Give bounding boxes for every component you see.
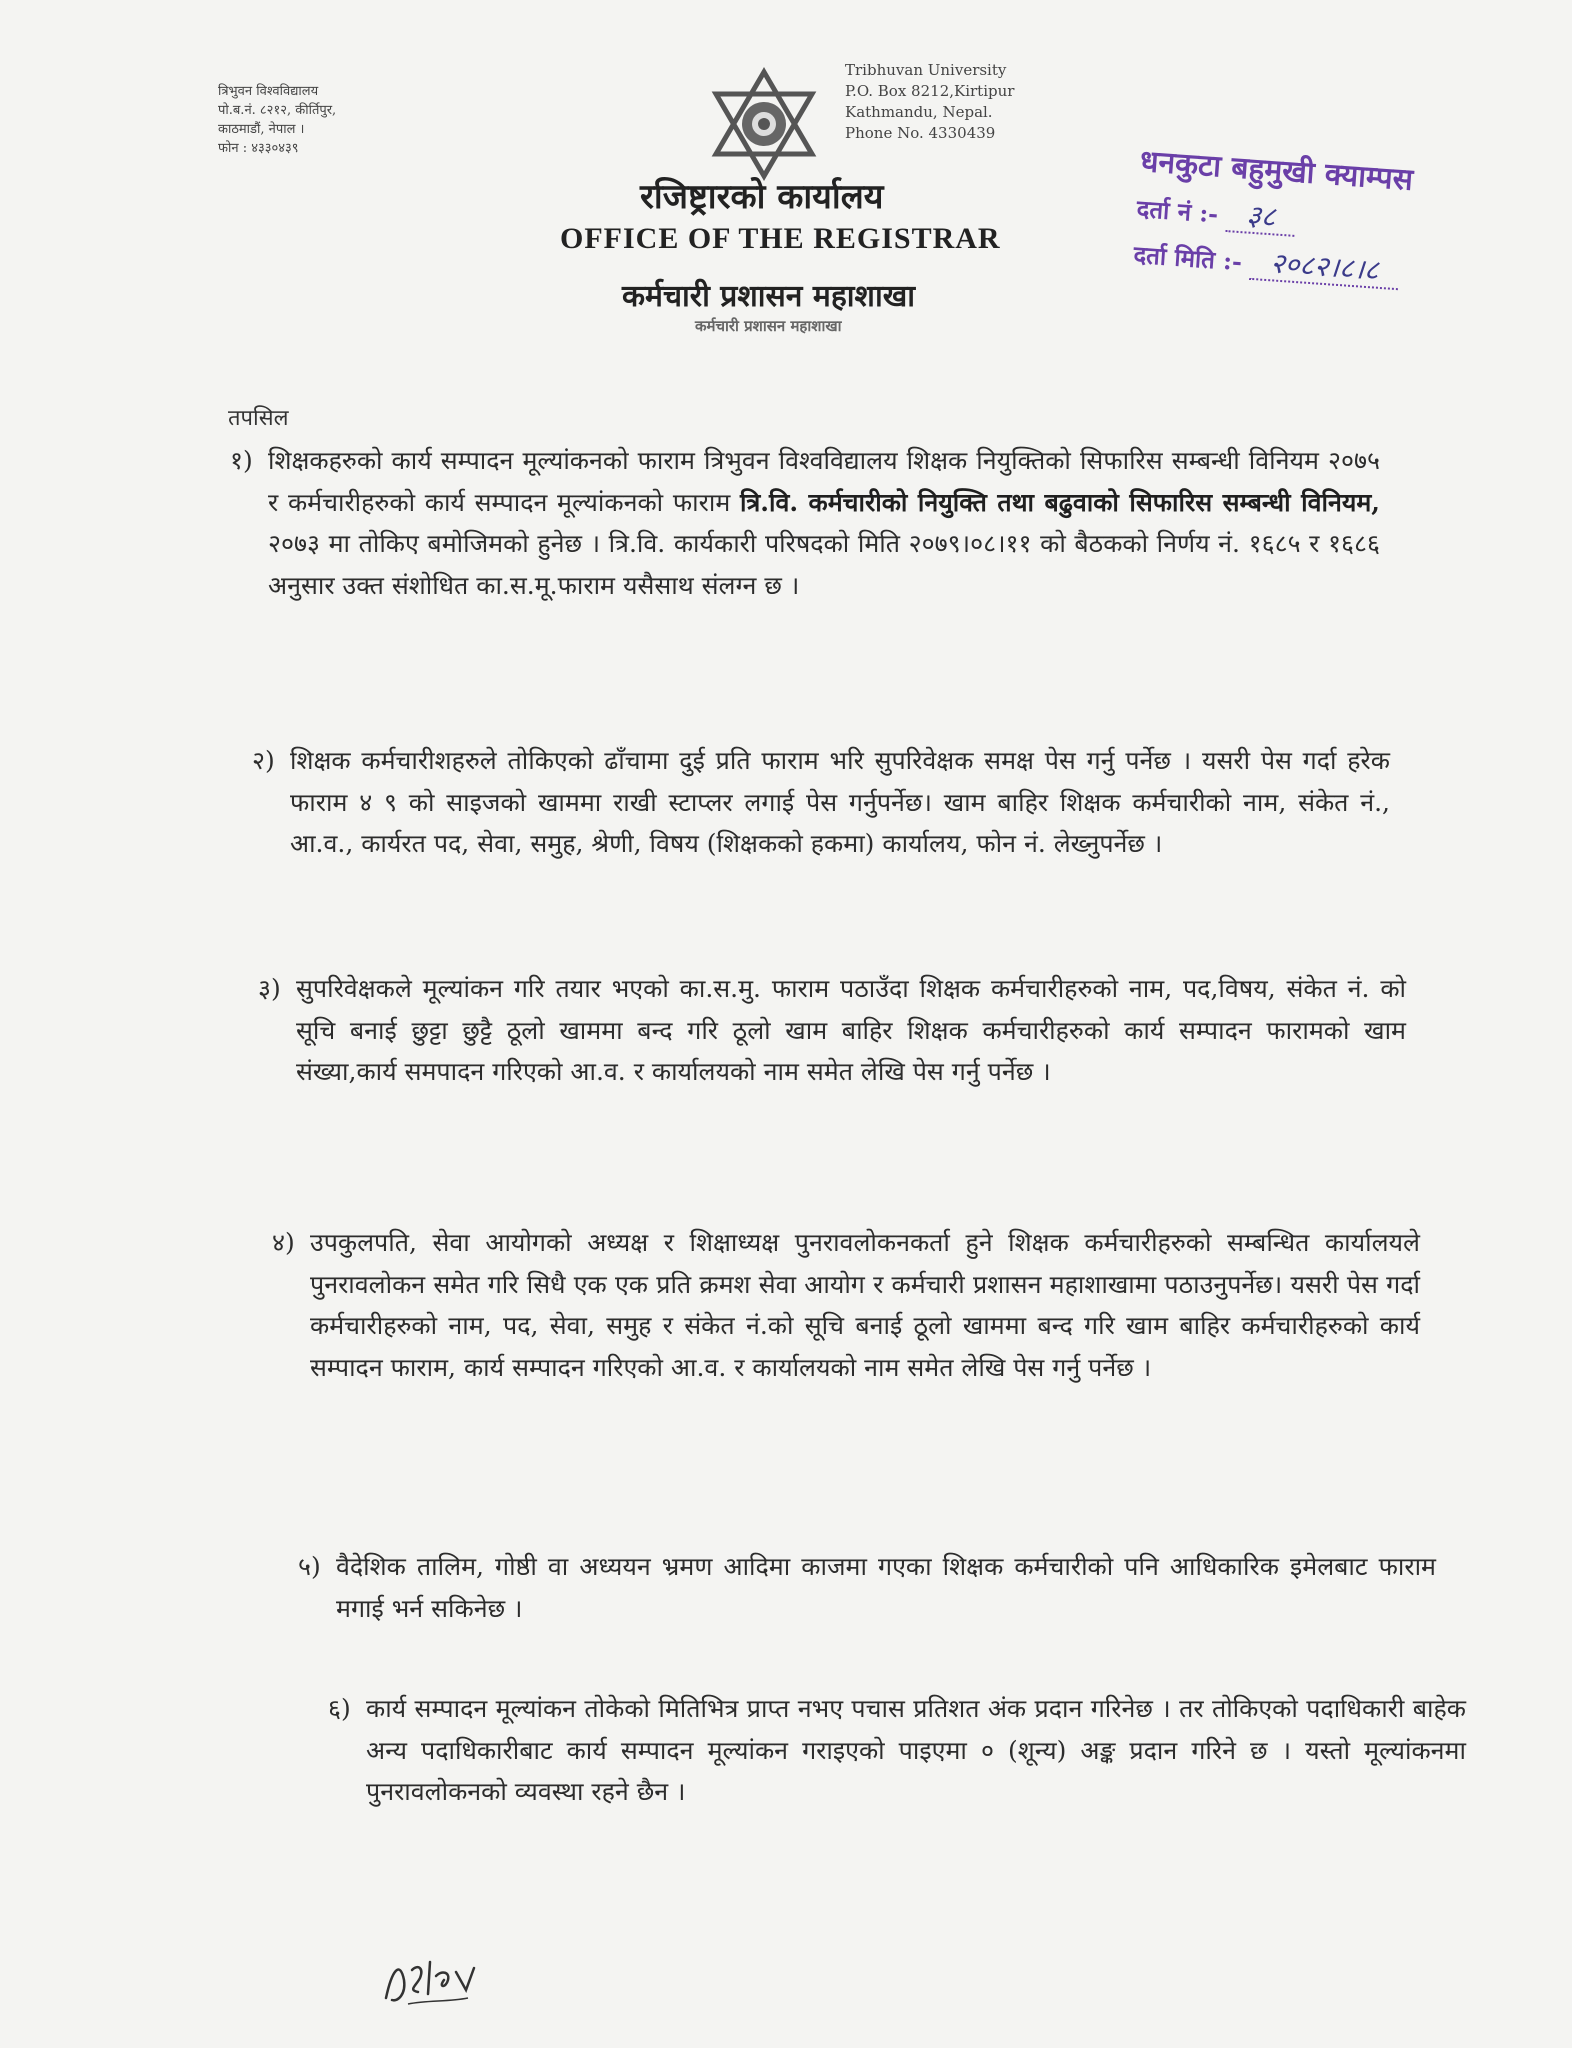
division-subtitle: कर्मचारी प्रशासन महाशाखा	[695, 317, 842, 335]
signature-icon	[378, 1950, 488, 2010]
stamp-darta-value: ३८	[1225, 197, 1296, 237]
paragraph-text: कार्य सम्पादन मूल्यांकन तोकेको मितिभित्र प्राप्त नभए पचास प्रतिशत अंक प्रदान गरिनेछ । तर तोकिएको पदाधिकारी बाहेक अन्य पदाधिकारीबाट कार्य सम्पादन मूल्यांकन गराइएको पाइएमा ० (शून्य) अङ्क प्रदान गरिने छ । यस्तो मूल्यांकनमा पुनरावलोकनको व्यवस्था रहने छैन ।	[366, 1694, 1466, 1806]
registration-stamp	[1129, 139, 1521, 345]
paragraph-3	[258, 968, 1406, 1093]
paragraph-number: ५)	[298, 1552, 321, 1581]
english-address-block	[845, 60, 1014, 144]
university-emblem-icon	[706, 66, 822, 182]
paragraph-text: सुपरिवेक्षकले मूल्यांकन गरि तयार भएको का.स.मु. फाराम पठाउँदा शिक्षक कर्मचारीहरुको नाम, पद,विषय, संकेत नं. को सूचि बनाई छुट्टा छुट्टै ठूलो खाममा बन्द गरि ठूलो खाम बाहिर शिक्षक कर्मचारीहरुको कार्य सम्पादन फारामको खाम संख्या,कार्य समपादन गरिएको आ.व. र कार्यालयको नाम समेत लेखि पेस गर्नु पर्नेछ ।	[296, 974, 1406, 1086]
section-heading: तपसिल	[228, 406, 289, 431]
paragraph-number: ६)	[328, 1694, 351, 1723]
paragraph-number: ३)	[258, 974, 281, 1003]
office-title-english: OFFICE OF THE REGISTRAR	[560, 222, 1001, 255]
address-line: Tribhuvan University	[845, 61, 1007, 79]
address-line: P.O. Box 8212,Kirtipur	[845, 82, 1015, 100]
paragraph-2	[252, 740, 1390, 865]
paragraph-6	[328, 1688, 1466, 1813]
paragraph-number: २)	[252, 746, 275, 775]
paragraph-5	[298, 1546, 1436, 1629]
stamp-date-label: दर्ता मिति :-	[1132, 239, 1244, 277]
paragraph-text: शिक्षक कर्मचारीशहरुले तोकिएको ढाँचामा दुई प्रति फाराम भरि सुपरिवेक्षक समक्ष पेस गर्नु पर्नेछ । यसरी पेस गर्दा हरेक फाराम ४ ९ को साइजको खाममा राखी स्टाप्लर लगाई पेस गर्नुपर्नेछ। खाम बाहिर शिक्षक कर्मचारीको नाम, संकेत नं., आ.व., कार्यरत पद, सेवा, समुह, श्रेणी, विषय (शिक्षकको हकमा) कार्यालय, फोन नं. लेख्नुपर्नेछ ।	[290, 746, 1390, 858]
paragraph-text: उपकुलपति, सेवा आयोगको अध्यक्ष र शिक्षाध्यक्ष पुनरावलोकनकर्ता हुने शिक्षक कर्मचारीहरुको सम्बन्धित कार्यालयले पुनरावलोकन समेत गरि सिधै एक एक प्रति क्रमश सेवा आयोग र कर्मचारी प्रशासन महाशाखामा पठाउनुपर्नेछ। यसरी पेस गर्दा कर्मचारीहरुको नाम, पद, सेवा, समुह र संकेत नं.को सूचि बनाई ठूलो खाममा बन्द गरि खाम बाहिर कर्मचारीहरुको कार्य सम्पादन फाराम, कार्य सम्पादन गरिएको आ.व. र कार्यालयको नाम समेत लेखि पेस गर्नु पर्नेछ ।	[310, 1228, 1420, 1382]
address-line: त्रिभुवन विश्वविद्यालय	[218, 84, 319, 99]
address-line: फोन : ४३३०४३९	[218, 141, 299, 156]
address-line: पो.ब.नं. ८२१२, कीर्तिपुर,	[218, 103, 337, 118]
address-line: Phone No. 4330439	[845, 124, 996, 142]
paragraph-number: ४)	[272, 1228, 295, 1257]
paragraph-text: २०७३ मा तोकिए बमोजिमको हुनेछ । त्रि.वि. कार्यकारी परिषदको मिति २०७९।०८।११ को बैठकको निर्णय नं. १६८५ र १६८६ अनुसार उक्त संशोधित का.स.मू.फाराम यसैसाथ संलग्न छ ।	[268, 529, 1380, 600]
office-title-nepali: रजिष्ट्रारको कार्यालय	[640, 177, 884, 217]
address-line: काठमाडौं, नेपाल ।	[218, 122, 305, 137]
nepali-address-block	[218, 82, 336, 158]
paragraph-4	[272, 1222, 1420, 1388]
paragraph-bold-text: त्रि.वि. कर्मचारीको नियुक्ति तथा बढुवाको सिफारिस सम्बन्धी विनियम,	[740, 487, 1380, 517]
paragraph-text: वैदेशिक तालिम, गोष्ठी वा अध्ययन भ्रमण आदिमा काजमा गएका शिक्षक कर्मचारीको पनि आधिकारिक इमेलबाट फाराम मगाई भर्न सकिनेछ ।	[336, 1552, 1436, 1623]
paragraph-text: शिक्षकहरुको कार्य सम्पादन मूल्यांकनको फाराम त्रिभुवन विश्वविद्यालय शिक्षक नियुक्तिको सिफारिस सम्बन्धी विनियम २०७५ र कर्मचारीहरुको कार्य सम्पादन मूल्यांकनको फाराम	[268, 446, 1380, 517]
paragraph-number: १)	[230, 446, 253, 475]
division-title: कर्मचारी प्रशासन महाशाखा	[622, 279, 916, 314]
stamp-date-value: २०८२।८।८	[1249, 245, 1400, 290]
paragraph-1	[230, 440, 1380, 606]
address-line: Kathmandu, Nepal.	[845, 103, 993, 121]
stamp-darta-label: दर्ता नं :-	[1135, 193, 1220, 229]
stamp-title: धनकुटा बहुमुखी क्याम्पस	[1138, 143, 1415, 198]
